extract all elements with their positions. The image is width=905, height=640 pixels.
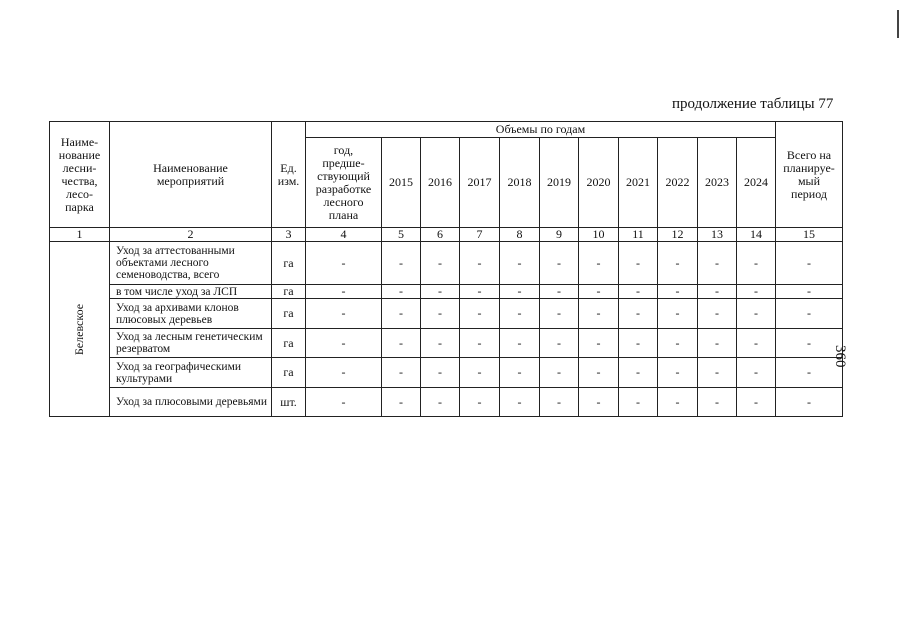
unit-cell: га xyxy=(272,285,306,299)
value-cell: - xyxy=(540,285,579,299)
value-cell: - xyxy=(460,242,500,285)
activity-name: Уход за географическими культурами xyxy=(110,358,272,388)
value-cell: - xyxy=(698,329,737,358)
value-cell: - xyxy=(619,299,658,329)
value-cell: - xyxy=(658,388,698,417)
value-cell: - xyxy=(776,299,843,329)
header-volumes-group: Объемы по годам xyxy=(306,122,776,138)
value-cell: - xyxy=(421,388,460,417)
table-row xyxy=(50,285,843,299)
value-cell: - xyxy=(540,358,579,388)
page-number: 360 xyxy=(832,345,848,368)
value-cell: - xyxy=(306,358,382,388)
value-cell: - xyxy=(460,329,500,358)
value-cell: - xyxy=(421,285,460,299)
column-number: 1 xyxy=(50,228,110,242)
value-cell: - xyxy=(737,299,776,329)
column-number: 12 xyxy=(658,228,698,242)
header-year: 2020 xyxy=(579,138,619,228)
value-cell: - xyxy=(776,285,843,299)
value-cell: - xyxy=(579,242,619,285)
header-year: 2021 xyxy=(619,138,658,228)
header-forestry: Наиме- нование лесни- чества, лесо- парка xyxy=(50,122,110,228)
value-cell: - xyxy=(306,285,382,299)
value-cell: - xyxy=(460,299,500,329)
value-cell: - xyxy=(737,388,776,417)
unit-cell: шт. xyxy=(272,388,306,417)
value-cell: - xyxy=(658,358,698,388)
value-cell: - xyxy=(382,358,421,388)
value-cell: - xyxy=(382,329,421,358)
value-cell: - xyxy=(382,299,421,329)
column-number: 13 xyxy=(698,228,737,242)
value-cell: - xyxy=(619,388,658,417)
column-number: 11 xyxy=(619,228,658,242)
value-cell: - xyxy=(698,299,737,329)
value-cell: - xyxy=(421,329,460,358)
value-cell: - xyxy=(540,329,579,358)
activity-name: Уход за лесным генетическим резерватом xyxy=(110,329,272,358)
column-number: 6 xyxy=(421,228,460,242)
value-cell: - xyxy=(421,242,460,285)
value-cell: - xyxy=(306,388,382,417)
value-cell: - xyxy=(579,285,619,299)
header-year: 2022 xyxy=(658,138,698,228)
value-cell: - xyxy=(306,329,382,358)
table-row xyxy=(50,388,843,417)
header-prev-year: год, предше- ствующий разработке лесного плана xyxy=(306,138,382,228)
value-cell: - xyxy=(776,242,843,285)
value-cell: - xyxy=(776,388,843,417)
table-caption: продолжение таблицы 77 xyxy=(672,96,834,112)
value-cell: - xyxy=(579,329,619,358)
value-cell: - xyxy=(619,329,658,358)
value-cell: - xyxy=(460,285,500,299)
value-cell: - xyxy=(500,358,540,388)
activity-name: Уход за плюсовыми деревьями xyxy=(110,388,272,417)
value-cell: - xyxy=(619,358,658,388)
value-cell: - xyxy=(737,358,776,388)
value-cell: - xyxy=(421,299,460,329)
forestry-name-cell xyxy=(50,242,110,417)
value-cell: - xyxy=(579,299,619,329)
column-number: 2 xyxy=(110,228,272,242)
value-cell: - xyxy=(658,285,698,299)
value-cell: - xyxy=(306,242,382,285)
value-cell: - xyxy=(382,285,421,299)
value-cell: - xyxy=(776,358,843,388)
column-number: 15 xyxy=(776,228,843,242)
table-row xyxy=(50,329,843,358)
unit-cell: га xyxy=(272,358,306,388)
table-row xyxy=(50,358,843,388)
value-cell: - xyxy=(460,358,500,388)
column-number: 14 xyxy=(737,228,776,242)
page-edge-mark xyxy=(897,10,899,38)
value-cell: - xyxy=(540,388,579,417)
header-year: 2015 xyxy=(382,138,421,228)
header-year: 2016 xyxy=(421,138,460,228)
value-cell: - xyxy=(500,285,540,299)
table-row xyxy=(50,242,843,285)
forestry-name: Белевское xyxy=(72,303,86,355)
value-cell: - xyxy=(460,388,500,417)
activity-name: в том числе уход за ЛСП xyxy=(110,285,272,299)
value-cell: - xyxy=(737,242,776,285)
value-cell: - xyxy=(658,329,698,358)
header-year: 2017 xyxy=(460,138,500,228)
table-row xyxy=(50,299,843,329)
value-cell: - xyxy=(698,285,737,299)
header-year: 2018 xyxy=(500,138,540,228)
value-cell: - xyxy=(500,299,540,329)
header-total: Всего на планируе- мый период xyxy=(776,122,843,228)
value-cell: - xyxy=(698,358,737,388)
value-cell: - xyxy=(540,299,579,329)
volumes-table xyxy=(49,121,843,417)
value-cell: - xyxy=(382,242,421,285)
value-cell: - xyxy=(776,329,843,358)
unit-cell: га xyxy=(272,299,306,329)
column-number: 7 xyxy=(460,228,500,242)
header-year: 2023 xyxy=(698,138,737,228)
value-cell: - xyxy=(306,299,382,329)
value-cell: - xyxy=(500,329,540,358)
activity-name: Уход за архивами клонов плюсовых деревьев xyxy=(110,299,272,329)
value-cell: - xyxy=(500,388,540,417)
unit-cell: га xyxy=(272,329,306,358)
column-number: 5 xyxy=(382,228,421,242)
value-cell: - xyxy=(500,242,540,285)
activity-name: Уход за аттестованными объектами лесного семеноводства, всего xyxy=(110,242,272,285)
value-cell: - xyxy=(698,242,737,285)
value-cell: - xyxy=(382,388,421,417)
column-number: 8 xyxy=(500,228,540,242)
column-number: 4 xyxy=(306,228,382,242)
value-cell: - xyxy=(540,242,579,285)
value-cell: - xyxy=(698,388,737,417)
value-cell: - xyxy=(619,285,658,299)
unit-cell: га xyxy=(272,242,306,285)
value-cell: - xyxy=(737,329,776,358)
column-number: 10 xyxy=(579,228,619,242)
value-cell: - xyxy=(658,242,698,285)
column-number: 9 xyxy=(540,228,579,242)
value-cell: - xyxy=(579,388,619,417)
value-cell: - xyxy=(619,242,658,285)
header-unit: Ед. изм. xyxy=(272,122,306,228)
value-cell: - xyxy=(421,358,460,388)
column-number: 3 xyxy=(272,228,306,242)
header-year: 2019 xyxy=(540,138,579,228)
header-year: 2024 xyxy=(737,138,776,228)
header-activity: Наименование мероприятий xyxy=(110,122,272,228)
value-cell: - xyxy=(658,299,698,329)
value-cell: - xyxy=(737,285,776,299)
value-cell: - xyxy=(579,358,619,388)
